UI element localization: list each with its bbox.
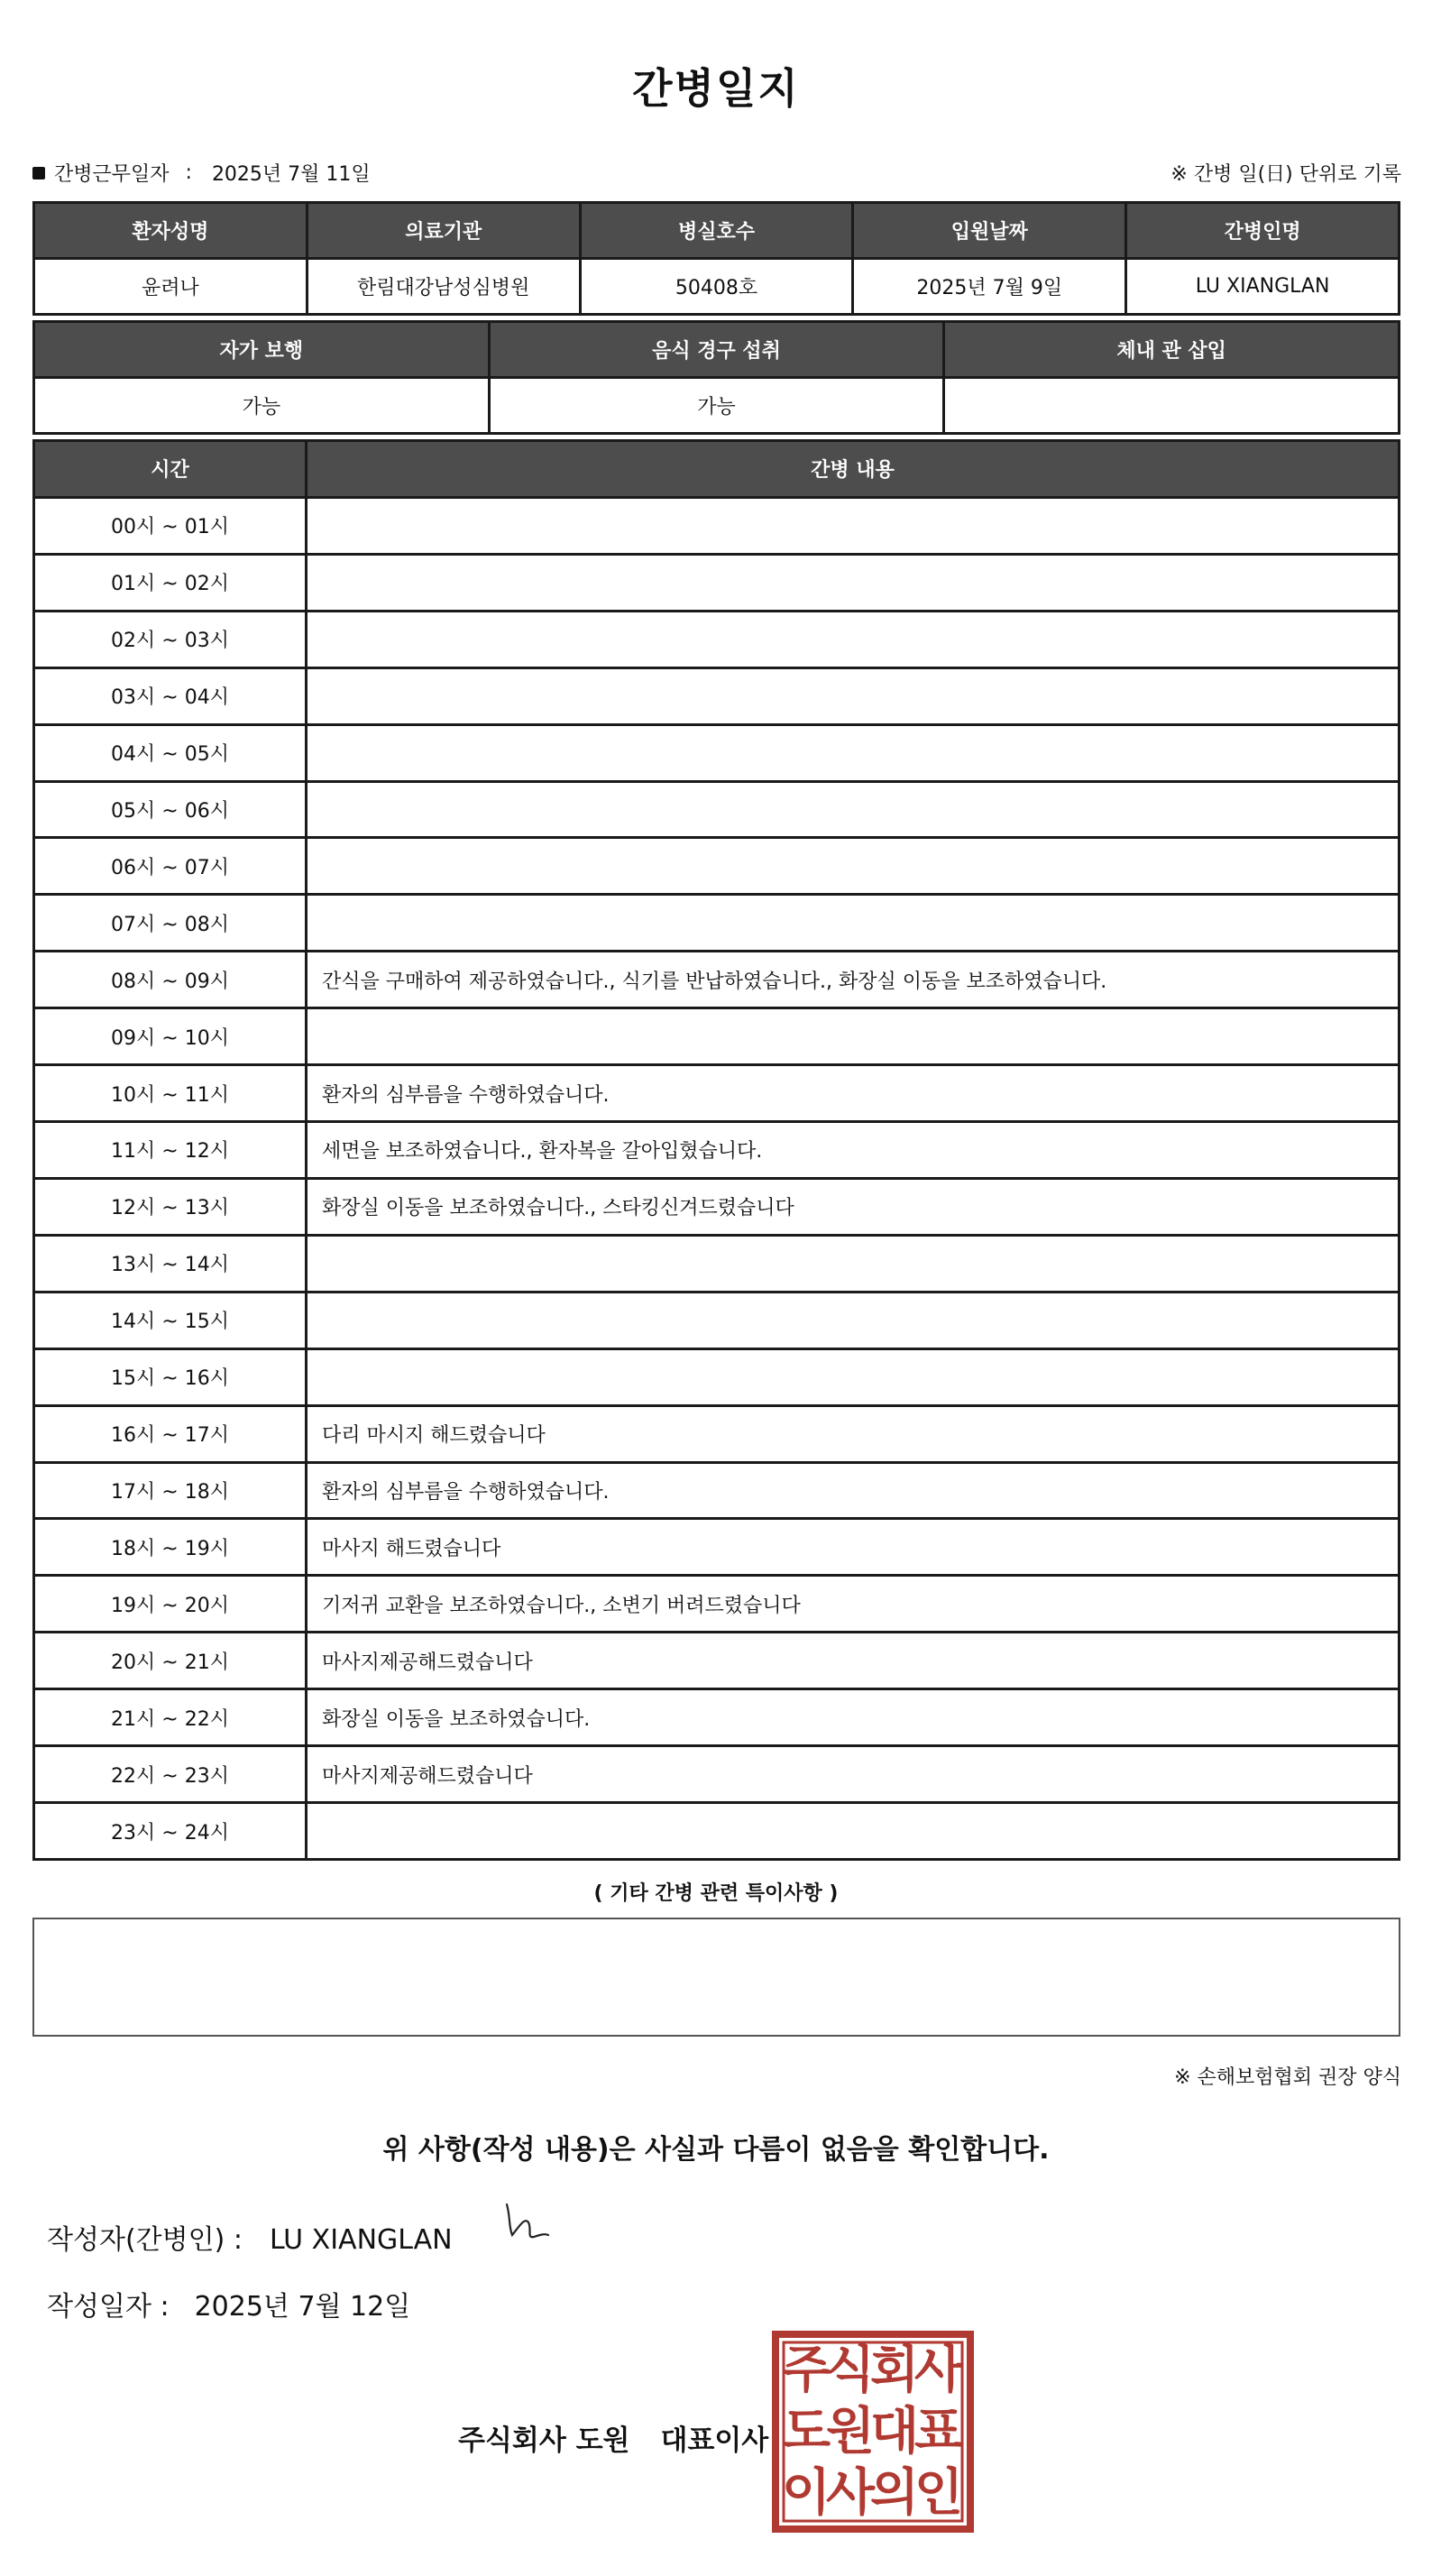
header-care-content: 간병 내용 — [308, 442, 1398, 496]
writer-line — [47, 2217, 453, 2257]
special-notes-box — [32, 1918, 1400, 2037]
patient-status-table — [32, 320, 1400, 435]
written-date-line — [47, 2284, 410, 2323]
seal-character: 사 — [825, 2463, 876, 2523]
log-content-cell — [308, 1293, 1398, 1348]
log-content-cell: 마사지제공해드렸습니다 — [308, 1747, 1398, 1801]
log-content-cell: 화장실 이동을 보조하였습니다., 스타킹신겨드렸습니다 — [308, 1180, 1398, 1234]
log-time-cell: 09시 ~ 10시 — [35, 1009, 305, 1063]
unit-note: ※ 간병 일(日) 단위로 기록 — [1170, 163, 1401, 186]
seal-character: 의 — [869, 2463, 920, 2523]
log-content-cell — [308, 612, 1398, 667]
special-notes-title: ( 기타 간병 관련 특이사항 ) — [593, 1882, 839, 1905]
header-caregiver-name: 간병인명 — [1127, 204, 1398, 257]
log-time-cell: 17시 ~ 18시 — [35, 1464, 305, 1518]
log-content-cell: 다리 마시지 해드렸습니다 — [308, 1407, 1398, 1461]
duty-date-colon: : — [185, 161, 192, 184]
value-room: 50408호 — [582, 260, 852, 313]
seal-character: 사 — [913, 2341, 964, 2400]
header-time: 시간 — [35, 442, 305, 496]
duty-date-label: 간병근무일자 — [54, 163, 170, 186]
seal-character: 원 — [825, 2402, 876, 2461]
header-self-walking: 자가 보행 — [35, 323, 488, 376]
log-time-cell: 12시 ~ 13시 — [35, 1180, 305, 1234]
value-tube-insertion — [945, 379, 1398, 432]
value-caregiver-name: LU XIANGLAN — [1127, 260, 1398, 313]
log-time-cell: 22시 ~ 23시 — [35, 1747, 305, 1801]
confirmation-statement: 위 사항(작성 내용)은 사실과 다름이 없음을 확인합니다. — [382, 2134, 1050, 2166]
log-content-cell — [308, 1350, 1398, 1404]
bullet-square-icon — [32, 167, 45, 179]
patient-info-table — [32, 201, 1400, 316]
written-date-value: 2025년 7월 12일 — [194, 2291, 411, 2323]
header-patient-name: 환자성명 — [35, 204, 306, 257]
log-content-cell — [308, 556, 1398, 610]
company-seal-stamp — [772, 2331, 974, 2533]
log-content-cell: 마사지 해드렸습니다 — [308, 1520, 1398, 1574]
log-time-cell: 19시 ~ 20시 — [35, 1577, 305, 1631]
seal-character: 식 — [825, 2341, 876, 2400]
header-room: 병실호수 — [582, 204, 852, 257]
log-content-cell — [308, 896, 1398, 950]
seal-character: 주 — [781, 2341, 831, 2400]
seal-character: 도 — [781, 2402, 831, 2461]
log-time-cell: 14시 ~ 15시 — [35, 1293, 305, 1348]
log-time-cell: 23시 ~ 24시 — [35, 1804, 305, 1858]
value-hospital: 한림대강남성심병원 — [308, 260, 579, 313]
log-time-cell: 02시 ~ 03시 — [35, 612, 305, 667]
log-content-cell — [308, 669, 1398, 723]
log-content-cell — [308, 726, 1398, 780]
log-time-cell: 07시 ~ 08시 — [35, 896, 305, 950]
value-oral-intake: 가능 — [491, 379, 943, 432]
log-time-cell: 08시 ~ 09시 — [35, 952, 305, 1007]
header-oral-intake: 음식 경구 섭취 — [491, 323, 943, 376]
seal-character: 회 — [869, 2341, 920, 2400]
log-content-cell — [308, 499, 1398, 553]
log-content-cell — [308, 783, 1398, 837]
seal-character: 표 — [913, 2402, 964, 2461]
log-time-cell: 06시 ~ 07시 — [35, 839, 305, 893]
association-note: ※ 손해보험협회 권장 양식 — [1174, 2066, 1401, 2089]
company-line — [458, 2417, 768, 2458]
log-time-cell: 15시 ~ 16시 — [35, 1350, 305, 1404]
log-time-cell: 11시 ~ 12시 — [35, 1123, 305, 1177]
writer-name: LU XIANGLAN — [269, 2224, 453, 2256]
value-self-walking: 가능 — [35, 379, 488, 432]
log-content-cell: 간식을 구매하여 제공하였습니다., 식기를 반납하였습니다., 화장실 이동을 보조하였습니다. — [308, 952, 1398, 1007]
log-time-cell: 20시 ~ 21시 — [35, 1633, 305, 1688]
log-content-cell — [308, 1804, 1398, 1858]
log-time-cell: 13시 ~ 14시 — [35, 1237, 305, 1291]
log-content-cell: 화장실 이동을 보조하였습니다. — [308, 1690, 1398, 1744]
log-time-cell: 18시 ~ 19시 — [35, 1520, 305, 1574]
log-time-cell: 16시 ~ 17시 — [35, 1407, 305, 1461]
log-content-cell — [308, 839, 1398, 893]
seal-character: 이 — [781, 2463, 831, 2523]
value-patient-name: 윤려나 — [35, 260, 306, 313]
company-ceo-title: 대표이사 — [660, 2424, 769, 2457]
page-title: 간병일지 — [632, 64, 800, 113]
duty-date-line — [32, 159, 371, 187]
log-time-cell: 03시 ~ 04시 — [35, 669, 305, 723]
log-content-cell — [308, 1237, 1398, 1291]
duty-date-value: 2025년 7월 11일 — [211, 163, 371, 186]
company-name: 주식회사 도원 — [458, 2424, 630, 2457]
header-admission-date: 입원날짜 — [854, 204, 1124, 257]
handwritten-signature — [501, 2199, 552, 2246]
value-admission-date: 2025년 7월 9일 — [854, 260, 1124, 313]
log-content-cell — [308, 1009, 1398, 1063]
log-content-cell: 기저귀 교환을 보조하였습니다., 소변기 버려드렸습니다 — [308, 1577, 1398, 1631]
writer-label: 작성자(간병인) : — [47, 2224, 243, 2256]
seal-character: 대 — [869, 2402, 920, 2461]
log-time-cell: 01시 ~ 02시 — [35, 556, 305, 610]
care-log-table — [32, 439, 1400, 1861]
log-time-cell: 21시 ~ 22시 — [35, 1690, 305, 1744]
log-content-cell: 환자의 심부름을 수행하였습니다. — [308, 1066, 1398, 1120]
header-tube-insertion: 체내 관 삽입 — [945, 323, 1398, 376]
log-time-cell: 10시 ~ 11시 — [35, 1066, 305, 1120]
log-time-cell: 00시 ~ 01시 — [35, 499, 305, 553]
log-content-cell: 환자의 심부름을 수행하였습니다. — [308, 1464, 1398, 1518]
log-content-cell: 세면을 보조하였습니다., 환자복을 갈아입혔습니다. — [308, 1123, 1398, 1177]
header-hospital: 의료기관 — [308, 204, 579, 257]
seal-character: 인 — [913, 2463, 964, 2523]
log-time-cell: 04시 ~ 05시 — [35, 726, 305, 780]
log-time-cell: 05시 ~ 06시 — [35, 783, 305, 837]
log-content-cell: 마사지제공해드렸습니다 — [308, 1633, 1398, 1688]
written-date-label: 작성일자 : — [47, 2291, 170, 2323]
